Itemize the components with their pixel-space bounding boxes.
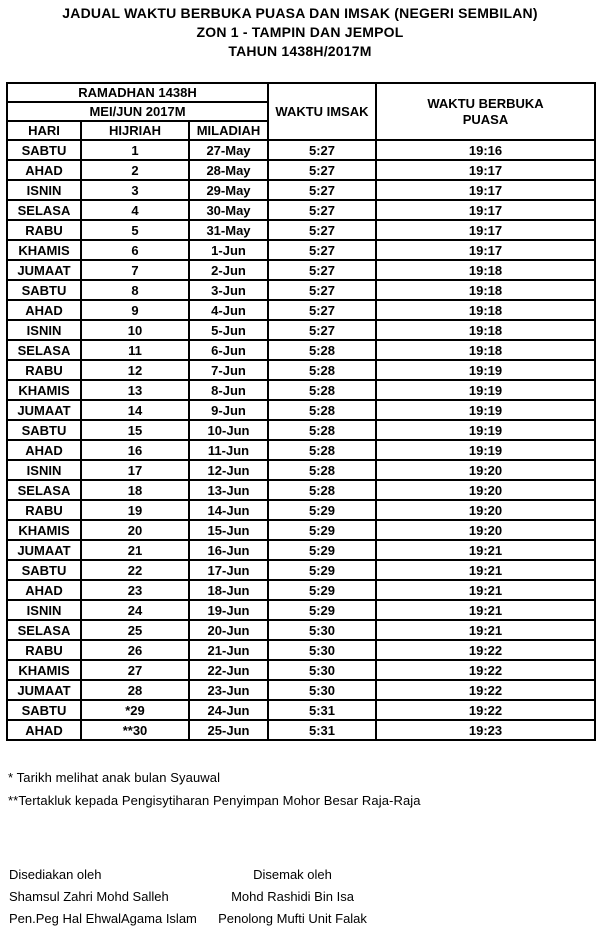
cell-berbuka: 19:21 bbox=[376, 560, 595, 580]
cell-berbuka: 19:22 bbox=[376, 640, 595, 660]
cell-berbuka: 19:19 bbox=[376, 440, 595, 460]
cell-berbuka: 19:20 bbox=[376, 480, 595, 500]
cell-miladiah: 13-Jun bbox=[189, 480, 268, 500]
table-row bbox=[7, 260, 595, 280]
footnotes bbox=[8, 766, 421, 812]
table-row bbox=[7, 140, 595, 160]
cell-imsak: 5:29 bbox=[268, 600, 376, 620]
cell-hijriah: 24 bbox=[81, 600, 189, 620]
table-row bbox=[7, 300, 595, 320]
cell-hari: JUMAAT bbox=[7, 680, 81, 700]
cell-hari: RABU bbox=[7, 500, 81, 520]
table-row bbox=[7, 520, 595, 540]
page-title-line1: JADUAL WAKTU BERBUKA PUASA DAN IMSAK (NEGERI SEMBILAN) bbox=[62, 5, 538, 21]
cell-miladiah: 12-Jun bbox=[189, 460, 268, 480]
cell-imsak: 5:27 bbox=[268, 260, 376, 280]
cell-miladiah: 11-Jun bbox=[189, 440, 268, 460]
table-row bbox=[7, 720, 595, 740]
cell-hijriah: 14 bbox=[81, 400, 189, 420]
table-row bbox=[7, 700, 595, 720]
cell-berbuka: 19:23 bbox=[376, 720, 595, 740]
cell-hijriah: 28 bbox=[81, 680, 189, 700]
cell-imsak: 5:28 bbox=[268, 440, 376, 460]
cell-imsak: 5:27 bbox=[268, 300, 376, 320]
cell-imsak: 5:28 bbox=[268, 480, 376, 500]
cell-hari: AHAD bbox=[7, 300, 81, 320]
cell-imsak: 5:28 bbox=[268, 460, 376, 480]
cell-miladiah: 25-Jun bbox=[189, 720, 268, 740]
cell-hijriah: 27 bbox=[81, 660, 189, 680]
cell-miladiah: 6-Jun bbox=[189, 340, 268, 360]
cell-berbuka: 19:22 bbox=[376, 660, 595, 680]
cell-berbuka: 19:20 bbox=[376, 500, 595, 520]
cell-miladiah: 22-Jun bbox=[189, 660, 268, 680]
table-row bbox=[7, 220, 595, 240]
table-row bbox=[7, 320, 595, 340]
cell-miladiah: 1-Jun bbox=[189, 240, 268, 260]
cell-berbuka: 19:18 bbox=[376, 300, 595, 320]
cell-imsak: 5:29 bbox=[268, 560, 376, 580]
cell-hijriah: 17 bbox=[81, 460, 189, 480]
cell-imsak: 5:28 bbox=[268, 340, 376, 360]
cell-hijriah: 10 bbox=[81, 320, 189, 340]
cell-hari: JUMAAT bbox=[7, 260, 81, 280]
cell-miladiah: 27-May bbox=[189, 140, 268, 160]
cell-miladiah: 30-May bbox=[189, 200, 268, 220]
header-waktu-berbuka bbox=[376, 83, 595, 140]
cell-hari: SELASA bbox=[7, 200, 81, 220]
cell-miladiah: 19-Jun bbox=[189, 600, 268, 620]
prepared-by-block bbox=[9, 864, 197, 928]
cell-imsak: 5:29 bbox=[268, 540, 376, 560]
cell-berbuka: 19:22 bbox=[376, 680, 595, 700]
cell-hari: SABTU bbox=[7, 280, 81, 300]
cell-imsak: 5:29 bbox=[268, 520, 376, 540]
cell-imsak: 5:27 bbox=[268, 160, 376, 180]
header-waktu-berbuka-label: WAKTU BERBUKA PUASA bbox=[427, 95, 544, 127]
cell-imsak: 5:29 bbox=[268, 500, 376, 520]
cell-berbuka: 19:17 bbox=[376, 220, 595, 240]
cell-hijriah: 18 bbox=[81, 480, 189, 500]
cell-hijriah: 19 bbox=[81, 500, 189, 520]
cell-hijriah: 2 bbox=[81, 160, 189, 180]
table-body bbox=[7, 140, 595, 740]
cell-imsak: 5:31 bbox=[268, 720, 376, 740]
cell-hijriah: 9 bbox=[81, 300, 189, 320]
cell-imsak: 5:27 bbox=[268, 280, 376, 300]
cell-miladiah: 4-Jun bbox=[189, 300, 268, 320]
cell-hari: KHAMIS bbox=[7, 380, 81, 400]
cell-hari: RABU bbox=[7, 640, 81, 660]
cell-miladiah: 31-May bbox=[189, 220, 268, 240]
cell-hari: ISNIN bbox=[7, 320, 81, 340]
cell-berbuka: 19:21 bbox=[376, 580, 595, 600]
cell-hari: JUMAAT bbox=[7, 400, 81, 420]
checked-by-heading: Disemak oleh bbox=[253, 867, 332, 882]
cell-imsak: 5:28 bbox=[268, 380, 376, 400]
table-row bbox=[7, 480, 595, 500]
cell-imsak: 5:27 bbox=[268, 200, 376, 220]
header-hari: HARI bbox=[7, 121, 81, 140]
cell-hari: KHAMIS bbox=[7, 240, 81, 260]
cell-berbuka: 19:17 bbox=[376, 180, 595, 200]
prepared-by-name: Shamsul Zahri Mohd Salleh bbox=[9, 889, 169, 904]
cell-hari: SABTU bbox=[7, 140, 81, 160]
cell-hijriah: 8 bbox=[81, 280, 189, 300]
header-miladiah: MILADIAH bbox=[189, 121, 268, 140]
cell-miladiah: 20-Jun bbox=[189, 620, 268, 640]
cell-miladiah: 28-May bbox=[189, 160, 268, 180]
cell-hijriah: 6 bbox=[81, 240, 189, 260]
cell-hijriah: 26 bbox=[81, 640, 189, 660]
cell-hari: ISNIN bbox=[7, 180, 81, 200]
cell-imsak: 5:29 bbox=[268, 580, 376, 600]
prepared-by-role: Pen.Peg Hal EhwalAgama Islam bbox=[9, 911, 197, 926]
cell-berbuka: 19:18 bbox=[376, 340, 595, 360]
table-row bbox=[7, 560, 595, 580]
cell-imsak: 5:30 bbox=[268, 680, 376, 700]
cell-hari: JUMAAT bbox=[7, 540, 81, 560]
cell-berbuka: 19:19 bbox=[376, 400, 595, 420]
cell-berbuka: 19:21 bbox=[376, 540, 595, 560]
cell-miladiah: 5-Jun bbox=[189, 320, 268, 340]
table-row bbox=[7, 680, 595, 700]
table-row bbox=[7, 240, 595, 260]
cell-berbuka: 19:19 bbox=[376, 360, 595, 380]
footnote-pengisytiharan: **Tertakluk kepada Pengisytiharan Penyimpan Mohor Besar Raja-Raja bbox=[8, 793, 421, 808]
table-row bbox=[7, 640, 595, 660]
footnote-syawal: * Tarikh melihat anak bulan Syauwal bbox=[8, 770, 221, 785]
cell-berbuka: 19:17 bbox=[376, 160, 595, 180]
cell-imsak: 5:28 bbox=[268, 420, 376, 440]
cell-imsak: 5:30 bbox=[268, 640, 376, 660]
cell-hari: AHAD bbox=[7, 440, 81, 460]
checked-by-role: Penolong Mufti Unit Falak bbox=[218, 911, 367, 926]
checked-by-block bbox=[205, 864, 380, 928]
cell-hijriah: **30 bbox=[81, 720, 189, 740]
cell-miladiah: 23-Jun bbox=[189, 680, 268, 700]
cell-miladiah: 16-Jun bbox=[189, 540, 268, 560]
cell-miladiah: 24-Jun bbox=[189, 700, 268, 720]
cell-imsak: 5:28 bbox=[268, 360, 376, 380]
cell-hari: KHAMIS bbox=[7, 520, 81, 540]
table-row bbox=[7, 200, 595, 220]
cell-hijriah: 15 bbox=[81, 420, 189, 440]
cell-berbuka: 19:21 bbox=[376, 600, 595, 620]
table-row bbox=[7, 440, 595, 460]
cell-hijriah: 12 bbox=[81, 360, 189, 380]
cell-miladiah: 9-Jun bbox=[189, 400, 268, 420]
header-waktu-imsak: WAKTU IMSAK bbox=[268, 83, 376, 140]
table-row bbox=[7, 600, 595, 620]
table-row bbox=[7, 380, 595, 400]
cell-miladiah: 8-Jun bbox=[189, 380, 268, 400]
cell-imsak: 5:30 bbox=[268, 660, 376, 680]
cell-hari: AHAD bbox=[7, 580, 81, 600]
cell-berbuka: 19:20 bbox=[376, 460, 595, 480]
cell-hari: RABU bbox=[7, 220, 81, 240]
cell-hijriah: 13 bbox=[81, 380, 189, 400]
cell-miladiah: 15-Jun bbox=[189, 520, 268, 540]
cell-hari: AHAD bbox=[7, 160, 81, 180]
header-hijriah: HIJRIAH bbox=[81, 121, 189, 140]
cell-imsak: 5:31 bbox=[268, 700, 376, 720]
cell-hari: SELASA bbox=[7, 620, 81, 640]
cell-hari: SABTU bbox=[7, 560, 81, 580]
prepared-by-heading: Disediakan oleh bbox=[9, 867, 102, 882]
cell-hari: ISNIN bbox=[7, 460, 81, 480]
cell-hijriah: 1 bbox=[81, 140, 189, 160]
header-ramadhan: RAMADHAN 1438H bbox=[7, 83, 268, 102]
cell-hari: SABTU bbox=[7, 700, 81, 720]
cell-hari: ISNIN bbox=[7, 600, 81, 620]
table-header bbox=[7, 83, 595, 140]
cell-miladiah: 29-May bbox=[189, 180, 268, 200]
cell-hijriah: 7 bbox=[81, 260, 189, 280]
cell-miladiah: 17-Jun bbox=[189, 560, 268, 580]
cell-imsak: 5:28 bbox=[268, 400, 376, 420]
table-row bbox=[7, 340, 595, 360]
cell-miladiah: 18-Jun bbox=[189, 580, 268, 600]
table-row bbox=[7, 400, 595, 420]
cell-imsak: 5:27 bbox=[268, 240, 376, 260]
cell-miladiah: 3-Jun bbox=[189, 280, 268, 300]
table-row bbox=[7, 360, 595, 380]
cell-hari: SELASA bbox=[7, 480, 81, 500]
cell-berbuka: 19:22 bbox=[376, 700, 595, 720]
cell-hari: AHAD bbox=[7, 720, 81, 740]
page-title bbox=[0, 4, 600, 61]
cell-hijriah: 16 bbox=[81, 440, 189, 460]
cell-berbuka: 19:20 bbox=[376, 520, 595, 540]
cell-hijriah: 3 bbox=[81, 180, 189, 200]
cell-hijriah: 11 bbox=[81, 340, 189, 360]
cell-miladiah: 7-Jun bbox=[189, 360, 268, 380]
cell-hari: KHAMIS bbox=[7, 660, 81, 680]
cell-miladiah: 2-Jun bbox=[189, 260, 268, 280]
cell-berbuka: 19:18 bbox=[376, 280, 595, 300]
cell-berbuka: 19:17 bbox=[376, 200, 595, 220]
header-meijun: MEI/JUN 2017M bbox=[7, 102, 268, 121]
cell-hari: RABU bbox=[7, 360, 81, 380]
cell-miladiah: 21-Jun bbox=[189, 640, 268, 660]
cell-imsak: 5:27 bbox=[268, 220, 376, 240]
cell-miladiah: 10-Jun bbox=[189, 420, 268, 440]
page-title-line3: TAHUN 1438H/2017M bbox=[228, 43, 372, 59]
table-row bbox=[7, 500, 595, 520]
cell-berbuka: 19:21 bbox=[376, 620, 595, 640]
page-title-line2: ZON 1 - TAMPIN DAN JEMPOL bbox=[196, 24, 404, 40]
table-row bbox=[7, 160, 595, 180]
table-row bbox=[7, 420, 595, 440]
prayer-times-table bbox=[6, 82, 596, 741]
cell-miladiah: 14-Jun bbox=[189, 500, 268, 520]
table-row bbox=[7, 660, 595, 680]
cell-hijriah: *29 bbox=[81, 700, 189, 720]
cell-berbuka: 19:18 bbox=[376, 260, 595, 280]
cell-hijriah: 20 bbox=[81, 520, 189, 540]
cell-imsak: 5:27 bbox=[268, 180, 376, 200]
cell-hijriah: 23 bbox=[81, 580, 189, 600]
table-row bbox=[7, 580, 595, 600]
cell-hari: SELASA bbox=[7, 340, 81, 360]
cell-hijriah: 4 bbox=[81, 200, 189, 220]
cell-hijriah: 21 bbox=[81, 540, 189, 560]
checked-by-name: Mohd Rashidi Bin Isa bbox=[231, 889, 354, 904]
table-row bbox=[7, 620, 595, 640]
cell-imsak: 5:30 bbox=[268, 620, 376, 640]
table-row bbox=[7, 180, 595, 200]
cell-hijriah: 22 bbox=[81, 560, 189, 580]
table-row bbox=[7, 280, 595, 300]
cell-berbuka: 19:18 bbox=[376, 320, 595, 340]
cell-berbuka: 19:19 bbox=[376, 420, 595, 440]
cell-imsak: 5:27 bbox=[268, 140, 376, 160]
cell-imsak: 5:27 bbox=[268, 320, 376, 340]
cell-berbuka: 19:17 bbox=[376, 240, 595, 260]
cell-berbuka: 19:19 bbox=[376, 380, 595, 400]
cell-berbuka: 19:16 bbox=[376, 140, 595, 160]
table-row bbox=[7, 460, 595, 480]
cell-hijriah: 25 bbox=[81, 620, 189, 640]
table-row bbox=[7, 540, 595, 560]
cell-hari: SABTU bbox=[7, 420, 81, 440]
cell-hijriah: 5 bbox=[81, 220, 189, 240]
